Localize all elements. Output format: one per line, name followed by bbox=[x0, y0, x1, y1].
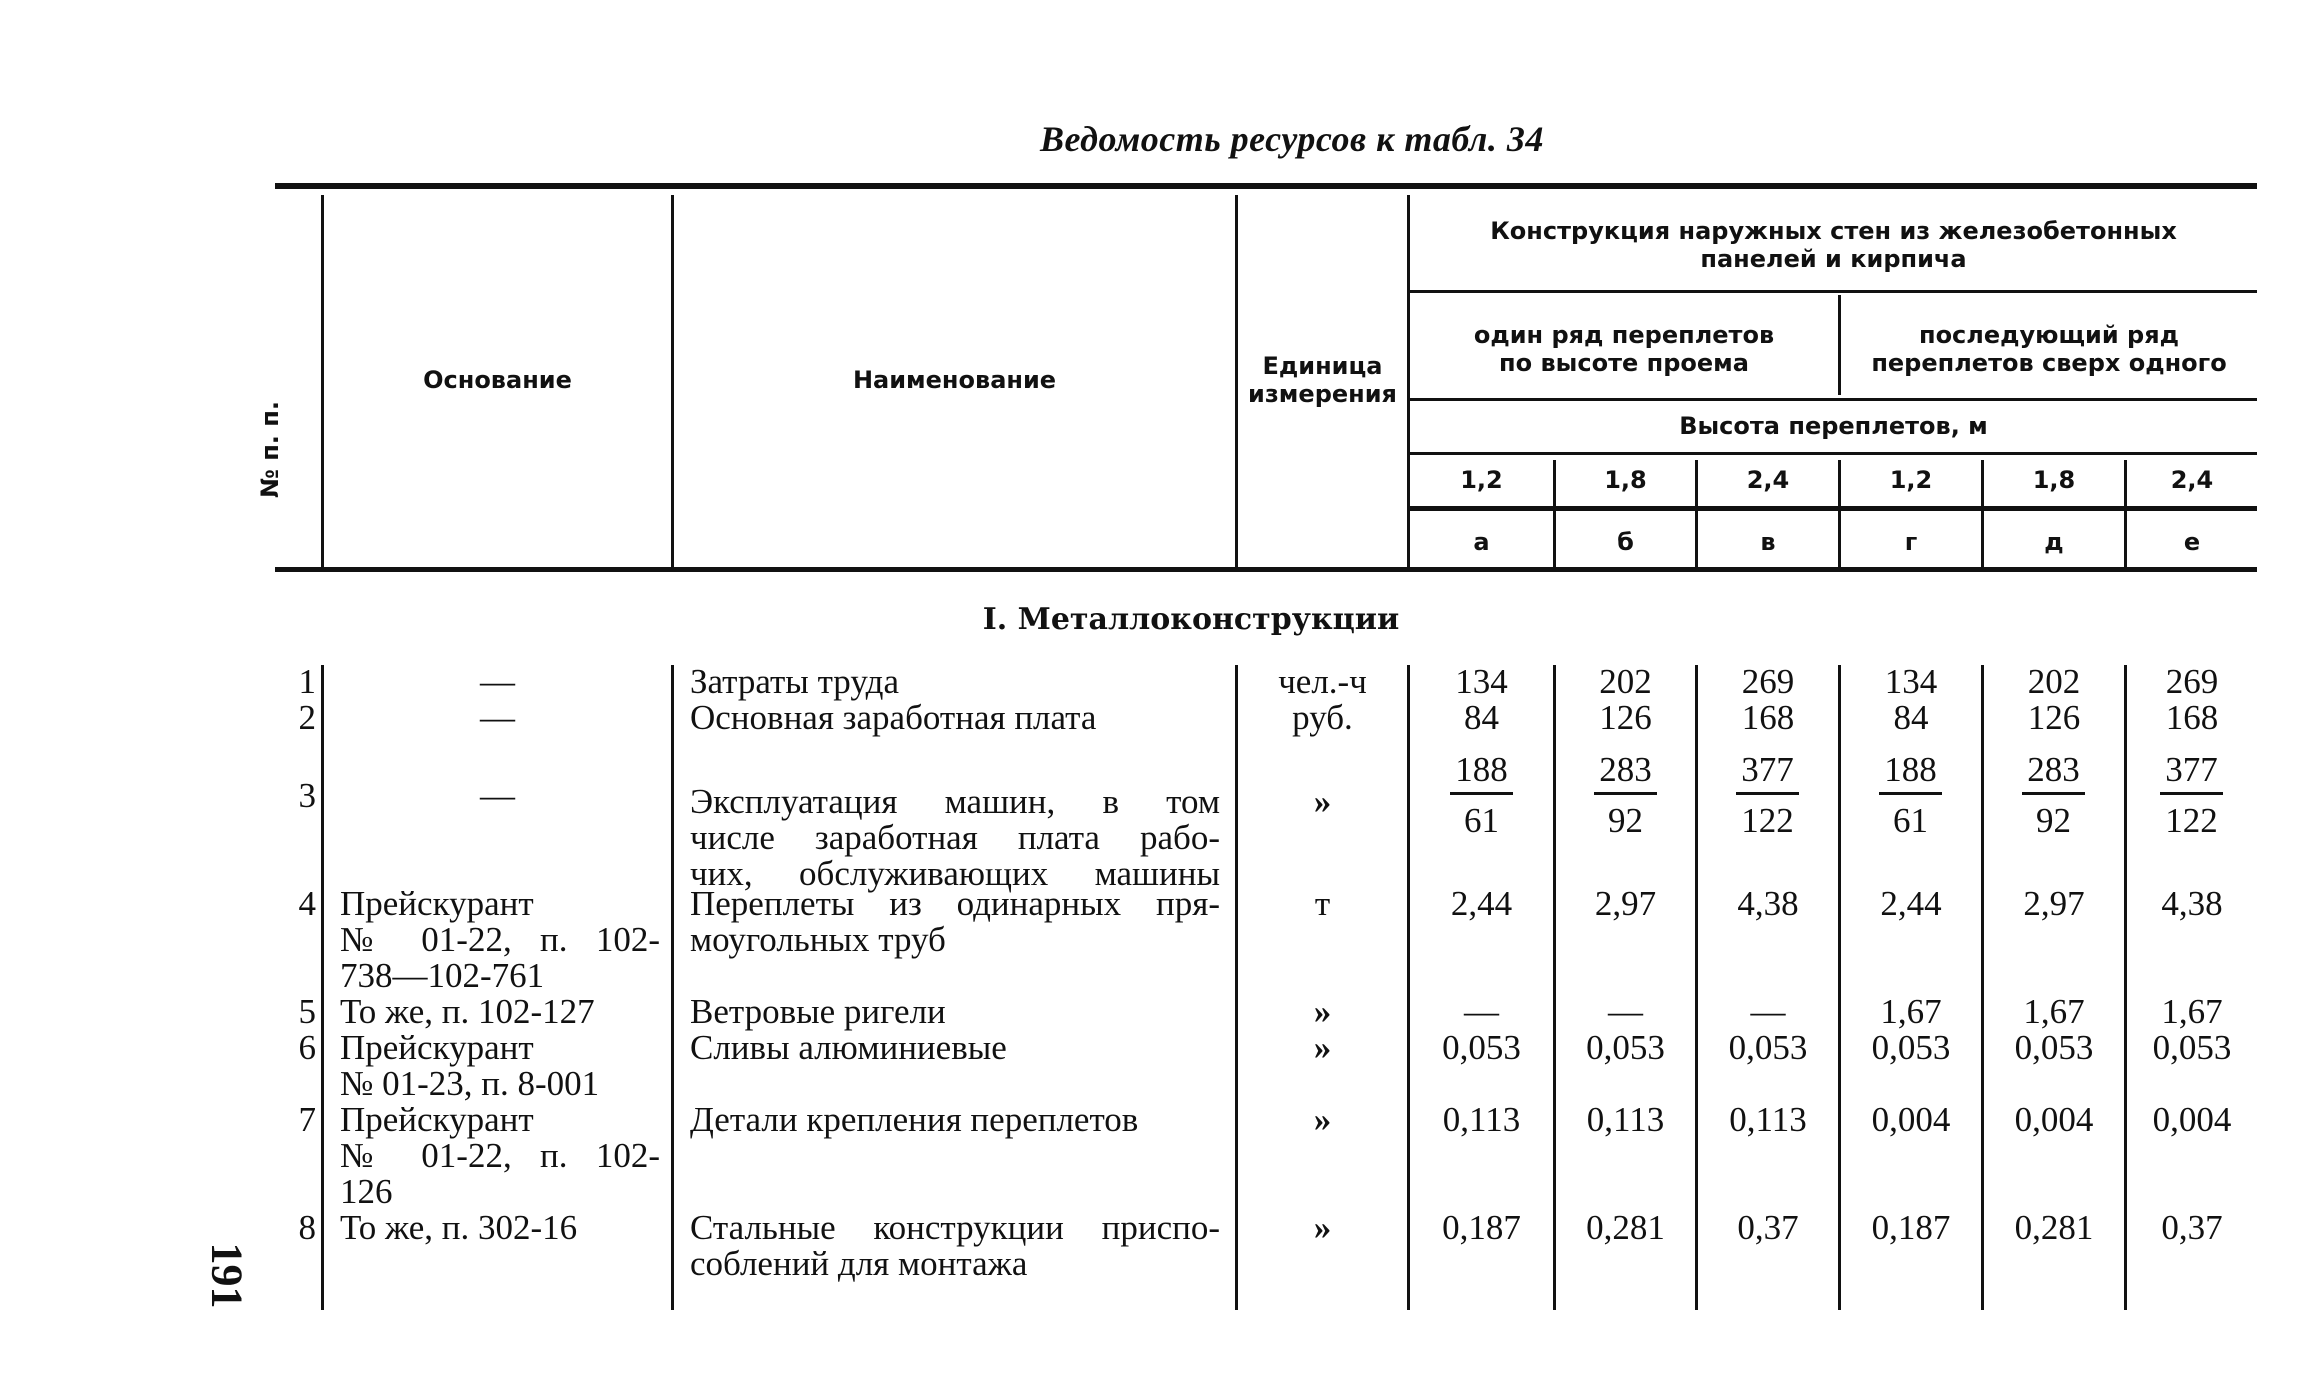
height-label-rule bbox=[1410, 452, 2257, 455]
row-3-val-4-bot: 61 bbox=[1893, 801, 1928, 840]
row-2-val-5: 126 bbox=[2027, 698, 2081, 737]
row-5-name: Ветровые ригели bbox=[690, 992, 946, 1031]
height-col-6: 2,4 bbox=[2170, 466, 2214, 494]
letter-col-3: в bbox=[1760, 528, 1776, 556]
row-1-basis: — bbox=[480, 662, 515, 701]
subgroup-one-line2: по высоте проема bbox=[1499, 349, 1749, 377]
row-7-val-5: 0,004 bbox=[2014, 1100, 2094, 1139]
row-1-val-1: 134 bbox=[1455, 662, 1508, 701]
letter-col-4: г bbox=[1904, 528, 1918, 556]
row-6-val-2: 0,053 bbox=[1586, 1028, 1665, 1067]
row-3-val-3-top: 377 bbox=[1736, 752, 1799, 795]
row-3-val-1-top: 188 bbox=[1450, 752, 1513, 795]
subgroup-next-line2: переплетов сверх одного bbox=[1871, 349, 2227, 377]
row-6-unit: » bbox=[1313, 1028, 1332, 1067]
basis-column-header: Основание bbox=[423, 366, 572, 394]
group-title-line1: Конструкция наружных стен из железобетонных bbox=[1490, 217, 2177, 245]
body-vline-basis bbox=[671, 665, 674, 1310]
row-1-val-6: 269 bbox=[2165, 662, 2219, 701]
row-7-basis bbox=[340, 1102, 660, 1210]
row-3-num: 3 bbox=[298, 776, 316, 815]
row-8-name-line2: соблений для монтажа bbox=[690, 1244, 1028, 1283]
row-5-val-3: — bbox=[1750, 992, 1786, 1031]
row-5-num: 5 bbox=[298, 992, 316, 1031]
row-5-unit: » bbox=[1313, 992, 1332, 1031]
row-2-val-6: 168 bbox=[2165, 698, 2219, 737]
row-7-val-2: 0,113 bbox=[1586, 1100, 1665, 1139]
top-rule bbox=[275, 183, 2257, 189]
row-2-num: 2 bbox=[298, 698, 316, 737]
row-5-val-4: 1,67 bbox=[1880, 992, 1942, 1031]
height-col-4: 1,2 bbox=[1889, 466, 1933, 494]
height-label: Высота переплетов, м bbox=[1679, 412, 1988, 440]
row-4-name bbox=[690, 886, 1220, 958]
row-5-val-5: 1,67 bbox=[2023, 992, 2085, 1031]
row-4-val-2: 2,97 bbox=[1594, 884, 1657, 923]
group-title-line2: панелей и кирпича bbox=[1700, 245, 1967, 273]
row-4-unit: т bbox=[1314, 884, 1331, 923]
row-8-val-1: 0,187 bbox=[1442, 1208, 1521, 1247]
row-8-val-5: 0,281 bbox=[2014, 1208, 2094, 1247]
height-col-1: 1,2 bbox=[1460, 466, 1503, 494]
row-7-val-4: 0,004 bbox=[1871, 1100, 1951, 1139]
letters-rule-1 bbox=[1410, 508, 2257, 511]
row-3-val-4 bbox=[1879, 752, 1942, 839]
row-5-val-2: — bbox=[1608, 992, 1643, 1031]
height-col-5: 1,8 bbox=[2032, 466, 2076, 494]
row-4-val-6: 4,38 bbox=[2161, 884, 2223, 923]
row-8-val-2: 0,281 bbox=[1586, 1208, 1665, 1247]
row-1-name: Затраты труда bbox=[690, 662, 899, 701]
header-bottom-rule bbox=[275, 567, 2257, 572]
row-1-val-2: 202 bbox=[1599, 662, 1652, 701]
row-3-val-6-top: 377 bbox=[2160, 752, 2223, 795]
row-7-val-1: 0,113 bbox=[1442, 1100, 1521, 1139]
row-3-val-5-bot: 92 bbox=[2036, 801, 2071, 840]
row-8-val-6: 0,37 bbox=[2161, 1208, 2223, 1247]
row-6-basis bbox=[340, 1030, 660, 1102]
row-3-basis: — bbox=[480, 776, 515, 815]
row-2-val-2: 126 bbox=[1599, 698, 1652, 737]
row-4-basis-line2: № 01-22, п. 102- bbox=[340, 920, 660, 959]
row-5-val-6: 1,67 bbox=[2161, 992, 2223, 1031]
row-3-val-5 bbox=[2022, 752, 2085, 839]
row-6-basis-line2: № 01-23, п. 8-001 bbox=[340, 1064, 600, 1103]
row-4-basis-line1: Прейскурант bbox=[340, 884, 534, 923]
row-7-num: 7 bbox=[298, 1100, 316, 1139]
row-6-basis-line1: Прейскурант bbox=[340, 1028, 534, 1067]
row-1-num: 1 bbox=[298, 662, 316, 701]
row-7-val-6: 0,004 bbox=[2152, 1100, 2232, 1139]
section-title: I. Металлоконструкции bbox=[982, 602, 1400, 637]
row-2-val-3: 168 bbox=[1741, 698, 1795, 737]
row-5-basis: То же, п. 102-127 bbox=[340, 992, 595, 1031]
row-3-val-1-bot: 61 bbox=[1464, 801, 1499, 840]
row-2-name: Основная заработная плата bbox=[690, 698, 1097, 737]
row-1-unit: чел.-ч bbox=[1278, 662, 1367, 701]
row-2-val-1: 84 bbox=[1464, 698, 1499, 737]
row-3-val-2-bot: 92 bbox=[1608, 801, 1643, 840]
row-8-name-line1: Стальные конструкции приспо- bbox=[690, 1208, 1220, 1247]
num-column-header: № п. п. bbox=[256, 401, 284, 498]
group-title bbox=[1410, 217, 2257, 273]
row-6-val-5: 0,053 bbox=[2014, 1028, 2094, 1067]
row-4-num: 4 bbox=[298, 884, 316, 923]
row-1-val-5: 202 bbox=[2027, 662, 2081, 701]
subgroup-next-line1: последующий ряд bbox=[1918, 321, 2179, 349]
row-8-unit: » bbox=[1313, 1208, 1332, 1247]
row-8-name bbox=[690, 1210, 1220, 1282]
row-2-basis: — bbox=[480, 698, 515, 737]
row-3-val-3-bot: 122 bbox=[1741, 801, 1794, 840]
row-6-val-3: 0,053 bbox=[1728, 1028, 1808, 1067]
row-2-unit: руб. bbox=[1292, 698, 1353, 737]
row-3-unit: » bbox=[1313, 782, 1332, 821]
row-6-name: Сливы алюминиевые bbox=[690, 1028, 1007, 1067]
row-4-val-3: 4,38 bbox=[1737, 884, 1799, 923]
height-col-3: 2,4 bbox=[1746, 466, 1790, 494]
row-8-num: 8 bbox=[298, 1208, 316, 1247]
row-8-val-4: 0,187 bbox=[1871, 1208, 1951, 1247]
group-title-rule bbox=[1410, 290, 2257, 293]
row-3-val-4-top: 188 bbox=[1879, 752, 1942, 795]
row-7-val-3: 0,113 bbox=[1729, 1100, 1807, 1139]
unit-header-line2: измерения bbox=[1248, 380, 1397, 408]
row-6-val-1: 0,053 bbox=[1442, 1028, 1521, 1067]
subgroup-one-row bbox=[1410, 321, 1838, 377]
unit-header-line1: Единица bbox=[1262, 352, 1383, 380]
letter-col-6: е bbox=[2183, 528, 2201, 556]
row-6-val-4: 0,053 bbox=[1871, 1028, 1951, 1067]
row-8-basis: То же, п. 302-16 bbox=[340, 1208, 578, 1247]
letter-col-5: д bbox=[2044, 528, 2064, 556]
letter-col-1: а bbox=[1473, 528, 1490, 556]
row-3-val-5-top: 283 bbox=[2022, 752, 2085, 795]
row-3-name bbox=[690, 784, 1220, 892]
row-3-val-3 bbox=[1736, 752, 1799, 839]
row-7-name: Детали крепления переплетов bbox=[690, 1100, 1139, 1139]
height-col-2: 1,8 bbox=[1604, 466, 1647, 494]
subgroup-one-line1: один ряд переплетов bbox=[1473, 321, 1775, 349]
unit-column-header bbox=[1238, 352, 1407, 408]
row-7-basis-line1: Прейскурант bbox=[340, 1100, 534, 1139]
subgroup-rule bbox=[1410, 398, 2257, 401]
page-number: 191 bbox=[202, 1242, 252, 1309]
letter-col-2: б bbox=[1617, 528, 1634, 556]
row-4-name-line1: Переплеты из одинарных пря- bbox=[690, 884, 1220, 923]
row-3-val-6 bbox=[2160, 752, 2223, 839]
row-3-name-line2: числе заработная плата рабо- bbox=[690, 818, 1220, 857]
page-title: Ведомость ресурсов к табл. 34 bbox=[1040, 119, 1544, 159]
row-3-name-line1: Эксплуатация машин, в том bbox=[690, 782, 1220, 821]
row-7-basis-line3: 126 bbox=[340, 1172, 393, 1211]
name-column-header: Наименование bbox=[852, 366, 1057, 394]
row-8-val-3: 0,37 bbox=[1737, 1208, 1799, 1247]
row-3-val-2-top: 283 bbox=[1594, 752, 1657, 795]
row-3-val-1 bbox=[1450, 752, 1513, 839]
row-4-basis bbox=[340, 886, 660, 994]
row-4-val-5: 2,97 bbox=[2023, 884, 2085, 923]
row-7-basis-line2: № 01-22, п. 102- bbox=[340, 1136, 660, 1175]
row-6-val-6: 0,053 bbox=[2152, 1028, 2232, 1067]
row-1-val-3: 269 bbox=[1741, 662, 1795, 701]
row-7-unit: » bbox=[1313, 1100, 1332, 1139]
body-vline-num bbox=[321, 665, 324, 1310]
row-2-val-4: 84 bbox=[1893, 698, 1929, 737]
row-4-val-4: 2,44 bbox=[1880, 884, 1942, 923]
subgroup-next-row bbox=[1841, 321, 2257, 377]
row-5-val-1: — bbox=[1464, 992, 1499, 1031]
row-4-name-line2: моугольных труб bbox=[690, 920, 946, 959]
row-3-name-line3: чих, обслуживающих машины bbox=[690, 854, 1220, 893]
row-4-val-1: 2,44 bbox=[1450, 884, 1513, 923]
row-4-basis-line3: 738—102-761 bbox=[340, 956, 545, 995]
row-3-val-6-bot: 122 bbox=[2165, 801, 2218, 840]
row-1-val-4: 134 bbox=[1884, 662, 1938, 701]
row-3-val-2 bbox=[1594, 752, 1657, 839]
row-6-num: 6 bbox=[298, 1028, 316, 1067]
